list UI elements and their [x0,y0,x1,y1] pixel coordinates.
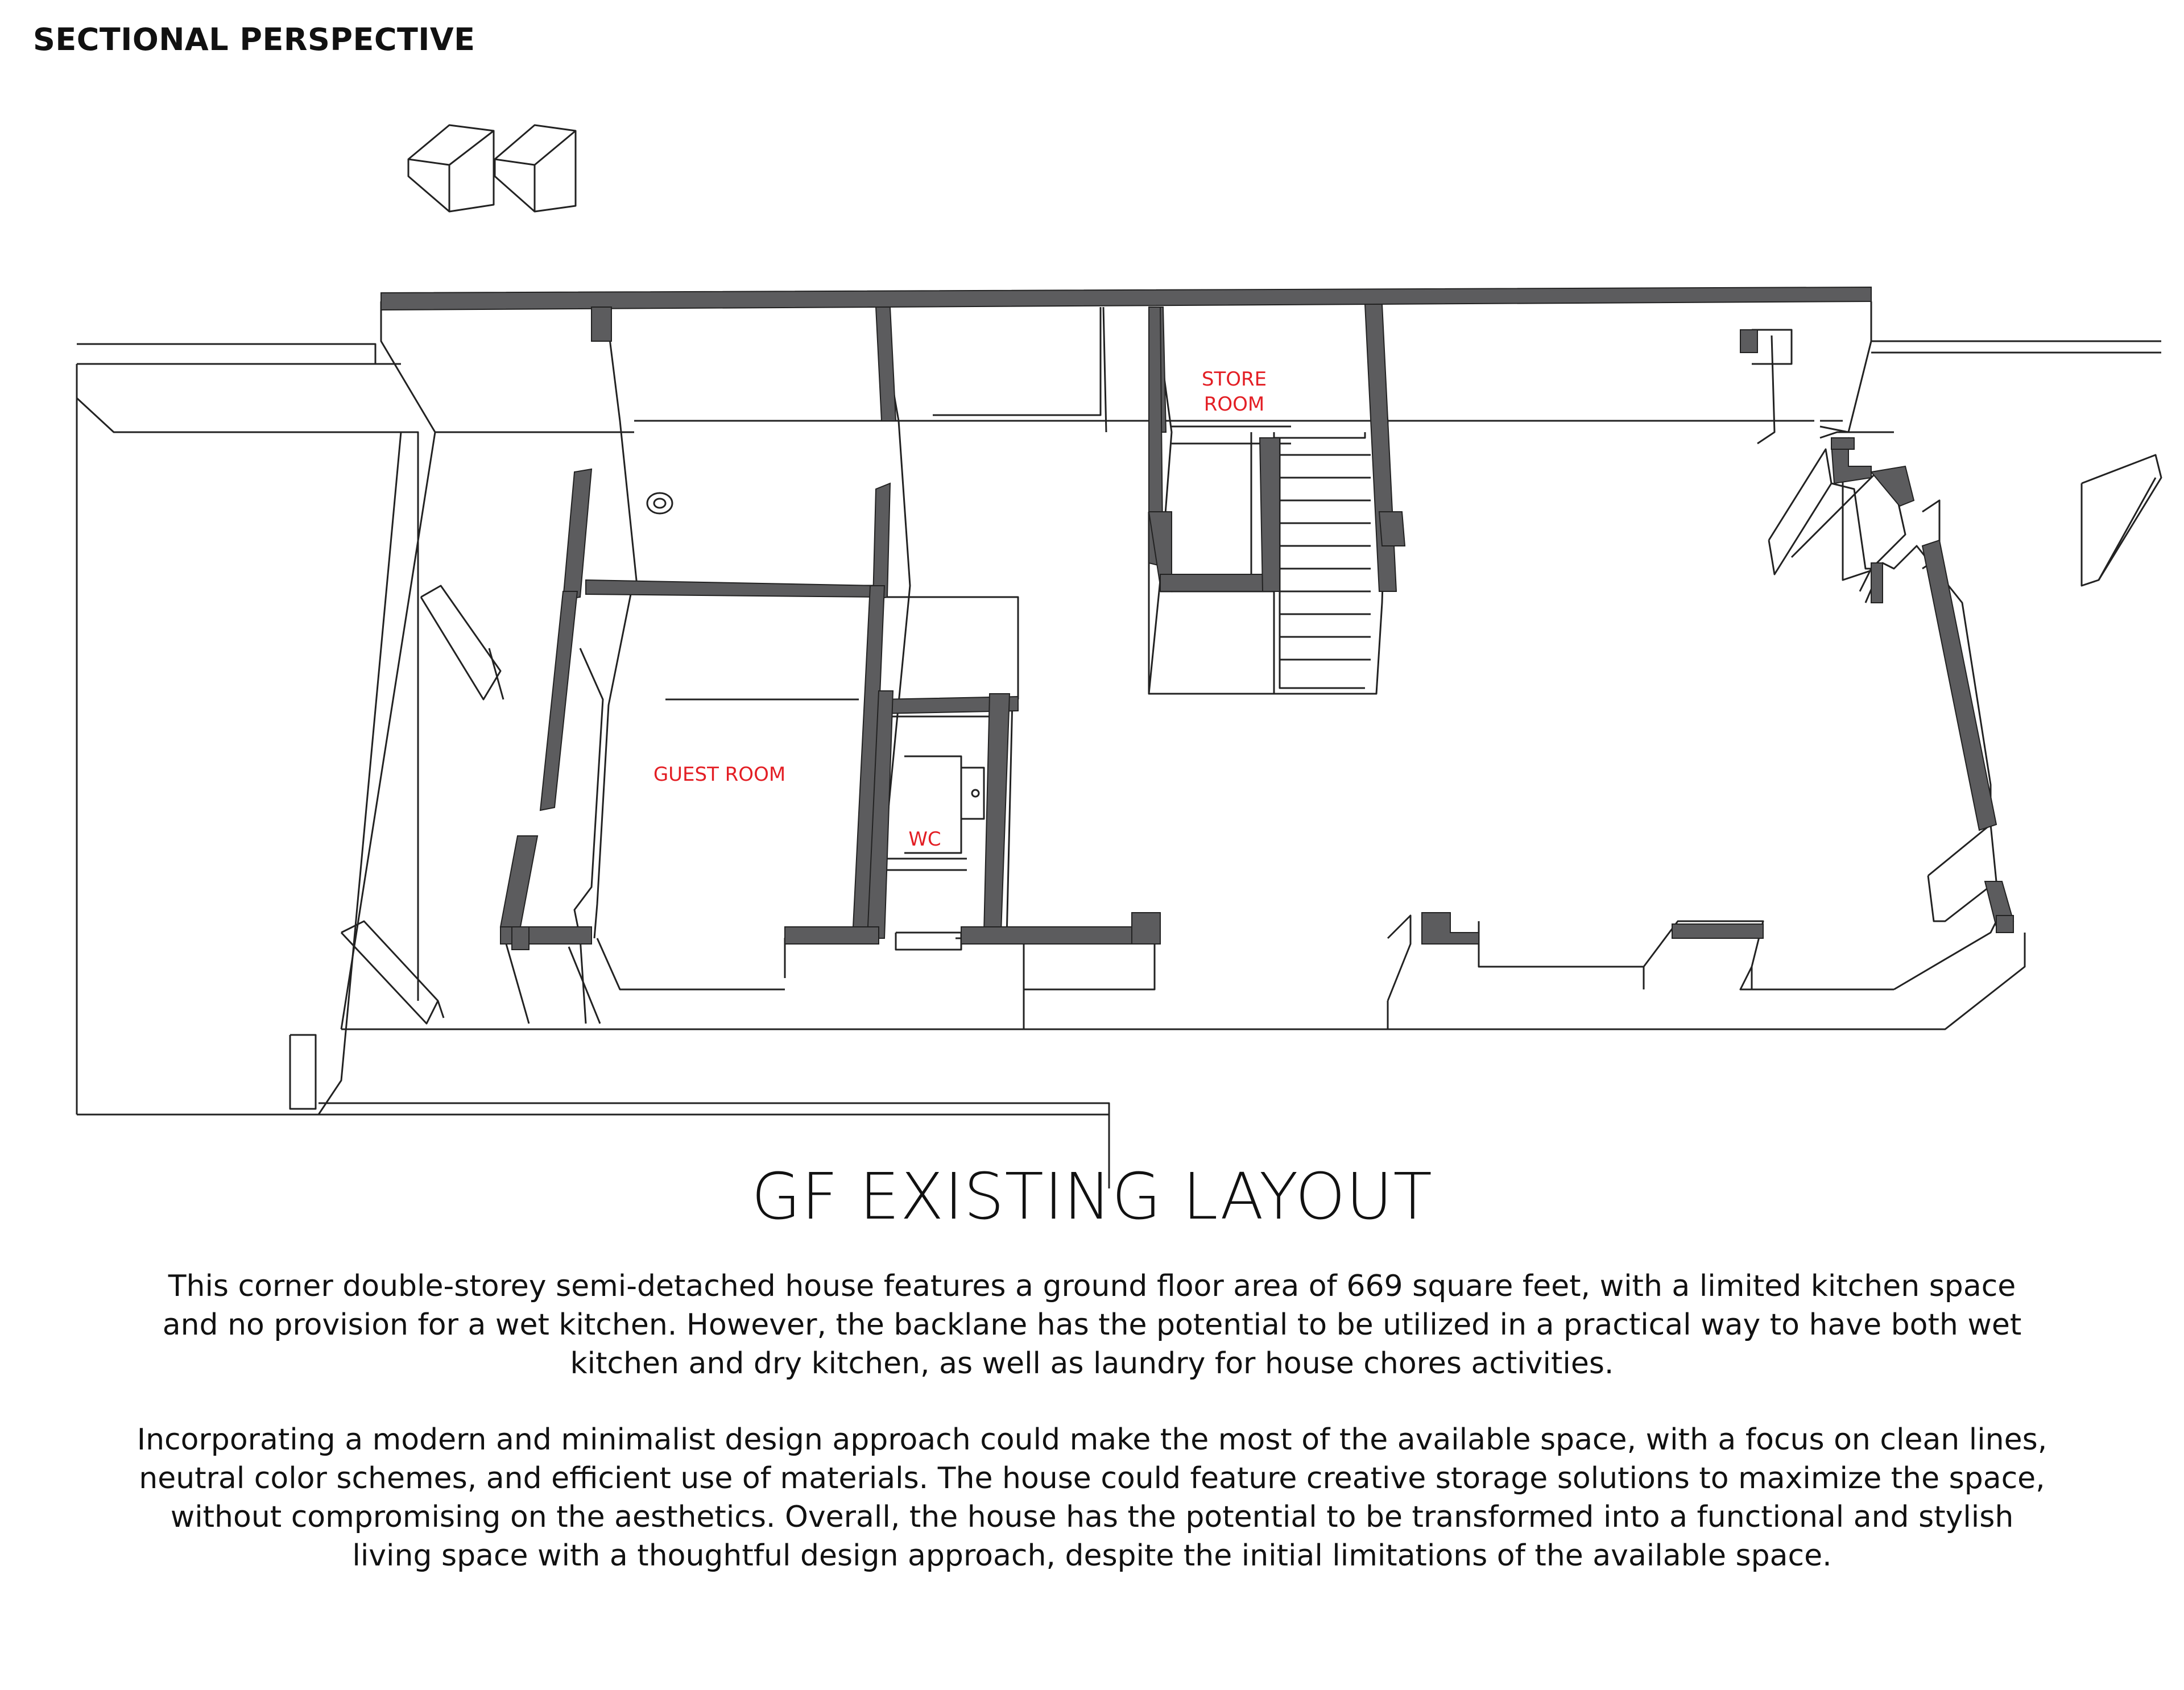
description-paragraph-2: Incorporating a modern and minimalist design approach could make the most of the available space, with a focus on clean lines, neutral color schemes, and efficient use of materials. The house could feature creative storage solutions to maximize the space, without compromising on the aesthetics. Overall, the house has the potential to be transformed into a functional and stylish living space with a thoughtful design approach, despite the initial limitations of the available space. [136,1423,2048,1573]
sheet-header: SECTIONAL PERSPECTIVE [33,22,475,57]
rooftop-box-left [408,125,494,212]
left-boundary [77,344,1109,1188]
store-room-label-line1: STORE [1201,368,1267,391]
wc-label: WC [908,828,941,851]
layout-title: GF EXISTING LAYOUT [751,1160,1433,1234]
rooftop-box-right [495,125,576,212]
description-paragraph-1: This corner double-storey semi-detached house features a ground floor area of 669 square feet, with a limited kitchen space and no provision for a wet kitchen. However, the backlane has the potential to be utilized in a practical way to have both wet kitchen and dry kitchen, as well as laundry for house chores activities. [162,1269,2022,1381]
store-room-label-line2: ROOM [1203,393,1265,416]
staircase [1280,438,1371,688]
guest-room-label: GUEST ROOM [653,763,786,786]
